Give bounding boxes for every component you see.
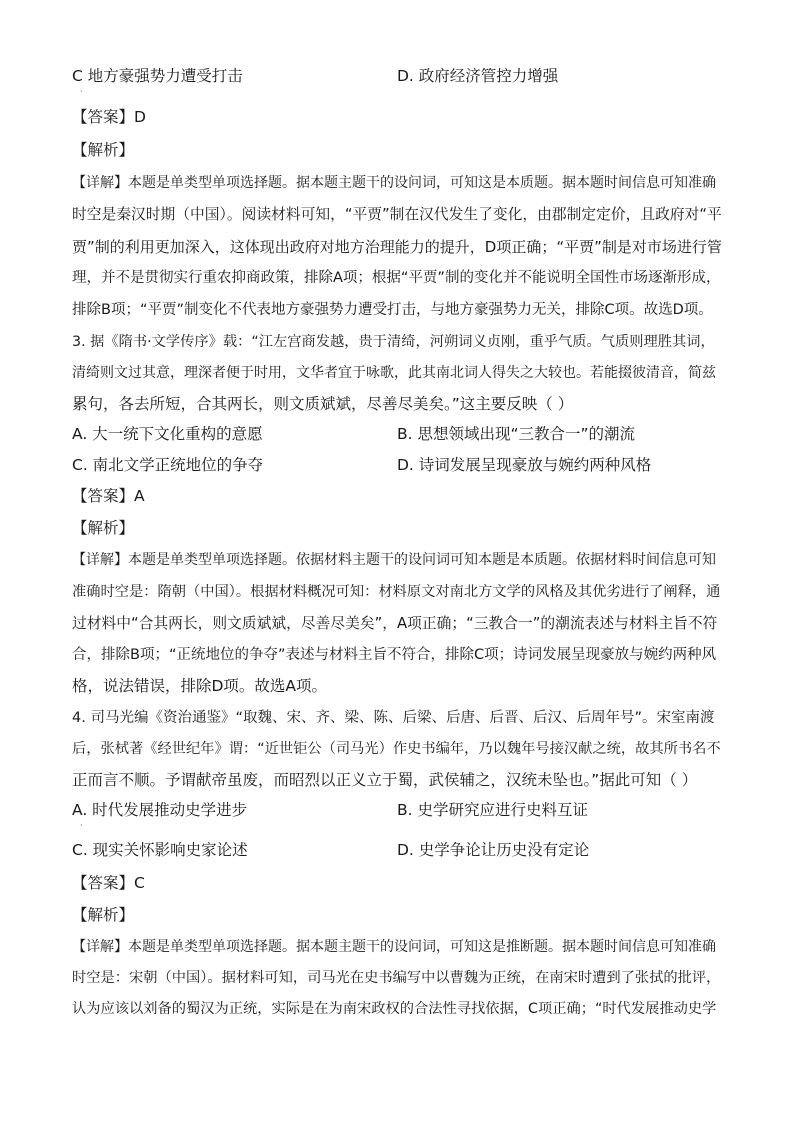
q3-answer-row — [72, 486, 722, 506]
answer-tag: 【答案】 — [72, 874, 135, 892]
q3-detail-line: 过材料中“合其两长，则文质斌斌，尽善尽美矣”，A项正确；“三教合一”的潮流表述与材料主旨不符 — [72, 615, 718, 632]
q3-detail-line: 准确时空是：隋朝（中国）。根据材料概况可知：材料原文对南北方文学的风格及其优劣进行了阐释，通 — [72, 584, 721, 600]
q4-stem-line: 4. 司马光编《资治通鉴》“取魏、宋、齐、梁、陈、后梁、后唐、后晋、后汉、后周年号”。宋室南渡 — [72, 710, 715, 726]
q2-detail-line: 贾”制的利用更加深入，这体现出政府对地方治理能力的提升，D项正确；“平贾”制是对市场进行管 — [72, 238, 722, 256]
q2-answer: D — [134, 108, 146, 126]
q4-answer-row — [72, 873, 722, 893]
q3-option-d: D. 诗词发展呈现豪放与婉约两种风格 — [397, 456, 652, 474]
q2-detail-line: 【详解】本题是单类型单项选择题。据本题主题干的设问词，可知这是本质题。据本题时间信息可知准确 — [72, 175, 716, 191]
q3-analysis-tag: 【解析】 — [72, 519, 135, 537]
stray-dot: · — [80, 821, 83, 830]
q3-detail-line: 【详解】本题是单类型单项选择题。依据材料主题干的设问词可知本题是本质题。依据材料时间信息可知 — [72, 552, 716, 568]
q4-detail-line: 认为应该以刘备的蜀汉为正统，实际是在为南宋政权的合法性寻找依据，C项正确；“时代发展推动史学 — [72, 1001, 717, 1017]
q3-option-a: A. 大一统下文化重构的意愿 — [72, 425, 263, 443]
q4-stem-line: 正而言不顺。予谓献帝虽废，而昭烈以正义立于蜀，武侯辅之，汉统未坠也。”据此可知（ ） — [72, 771, 698, 789]
q2-detail-line: 排除B项；“平贾”制变化不代表地方豪强势力遭受打击，与地方豪强势力无关，排除C项。故选D项。 — [72, 302, 713, 318]
q3-stem-line: 清绮则文过其意，理深者便于时用，文华者宜于咏歌，此其南北词人得失之大较也。若能掇彼清音，简兹 — [72, 365, 716, 381]
q3-detail-line: 格，说法错误，排除D项。故选A项。 — [72, 677, 328, 695]
stray-dot: · — [80, 87, 83, 96]
q2-detail-line: 理，并不是贯彻实行重农抑商政策，排除A项；根据“平贾”制的变化并不能说明全国性市场逐渐形成， — [72, 270, 721, 286]
q4-detail-line: 时空是：宋朝（中国）。据材料可知，司马光在史书编写中以曹魏为正统，在南宋时遭到了张拭的批评， — [72, 970, 721, 986]
answer-tag: 【答案】 — [72, 108, 135, 126]
q3-answer: A — [134, 487, 145, 505]
q2-detail-line: 时空是秦汉时期（中国）。阅读材料可知，“平贾”制在汉代发生了变化，由郡制定定价，且政府对“平 — [72, 206, 722, 223]
q4-detail-line: 【详解】本题是单类型单项选择题。据本题主题干的设问词，可知这是推断题。据本题时间信息可知准确 — [72, 939, 716, 955]
q2-option-c: C 地方豪强势力遭受打击 — [72, 67, 243, 85]
q4-option-a: A. 时代发展推动史学进步 — [72, 801, 248, 819]
q4-stem-line: 后，张栻著《经世纪年》谓：“近世钜公（司马光）作史书编年，乃以魏年号接汉献之统，故其所书名不 — [72, 741, 721, 757]
q4-analysis-tag: 【解析】 — [72, 906, 135, 924]
q2-option-d: D. 政府经济管控力增强 — [397, 67, 559, 85]
q3-option-b: B. 思想领域出现“三教合一”的潮流 — [397, 425, 636, 443]
answer-tag: 【答案】 — [72, 487, 135, 505]
q3-stem-line: 3. 据《隋书·文学传序》载：“江左宫商发越，贵于清绮，河朔词义贞刚，重乎气质。气质则理胜其词， — [72, 334, 715, 350]
q3-stem-line: 累句，各去所短，合其两长，则文质斌斌，尽善尽美矣。”这主要反映（ ） — [72, 395, 574, 413]
q4-option-b: B. 史学研究应进行史料互证 — [397, 801, 588, 819]
q2-analysis-tag: 【解析】 — [72, 141, 135, 159]
q3-option-c: C. 南北文学正统地位的争夺 — [72, 456, 264, 474]
q4-option-d: D. 史学争论让历史没有定论 — [397, 841, 590, 859]
q4-answer: C — [134, 874, 145, 892]
q2-answer-row — [72, 107, 722, 127]
q4-option-c: C. 现实关怀影响史家论述 — [72, 841, 248, 859]
q3-detail-line: 合，排除B项；“正统地位的争夺”表述与材料主旨不符合，排除C项；诗词发展呈现豪放与婉约两种风 — [72, 647, 717, 663]
